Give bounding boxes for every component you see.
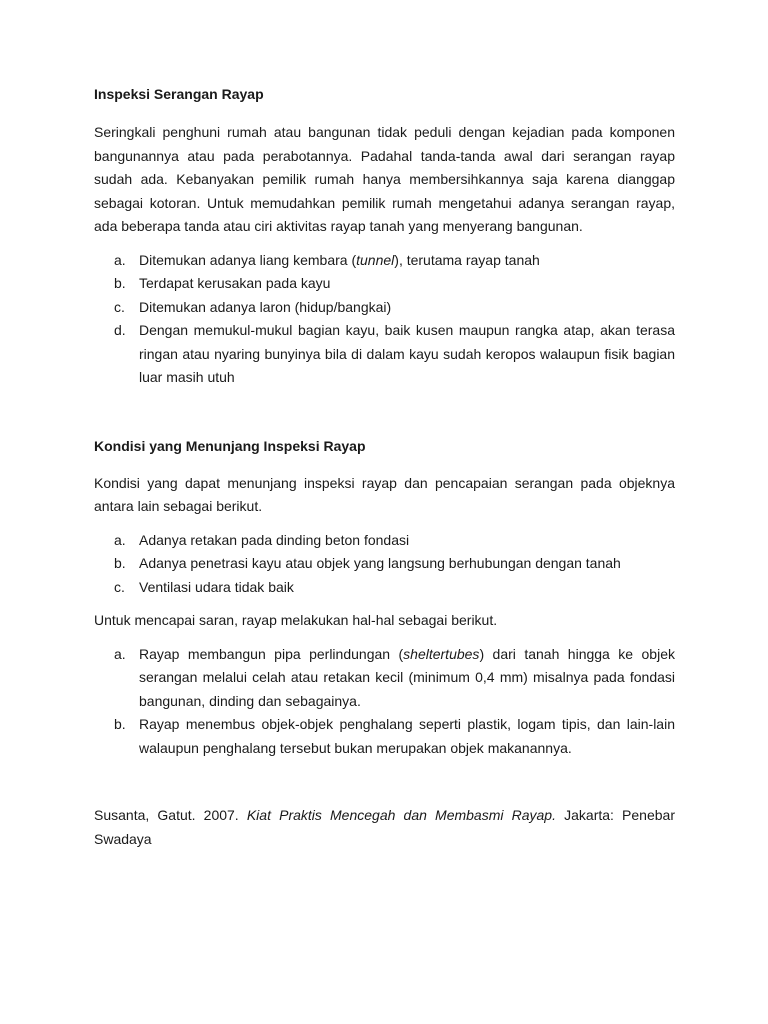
list-item: c. Ventilasi udara tidak baik — [94, 576, 675, 600]
section-intro-kondisi: Kondisi yang dapat menunjang inspeksi rayap dan pencapaian serangan pada objeknya antara lain sebagai berikut. — [94, 474, 675, 514]
list-item: c. Ditemukan adanya laron (hidup/bangkai) — [94, 296, 675, 320]
list-item: a. Rayap membangun pipa perlindungan (sheltertubes) dari tanah hingga ke objek serangan melalui celah atau retakan kecil (minimum 0,4 mm) misalnya pada fondasi bangunan, dinding dan sebagainya. — [94, 643, 675, 714]
list-marker: d. — [114, 322, 126, 338]
list-item: a. Ditemukan adanya liang kembara (tunnel), terutama rayap tanah — [94, 249, 675, 273]
list-marker: b. — [114, 275, 126, 291]
list-marker: a. — [114, 645, 126, 662]
list-item: a. Adanya retakan pada dinding beton fondasi — [94, 529, 675, 553]
section-title-kondisi: Kondisi yang Menunjang Inspeksi Rayap — [94, 437, 366, 454]
list-item: b. Terdapat kerusakan pada kayu — [94, 272, 675, 296]
list-marker: b. — [114, 555, 126, 571]
list-marker: b. — [114, 716, 126, 732]
list-marker: c. — [114, 578, 125, 595]
list-marker: c. — [114, 298, 125, 315]
list-item: b. Adanya penetrasi kayu atau objek yang langsung berhubungan dengan tanah — [94, 552, 675, 576]
reference-book-title: Kiat Praktis Mencegah dan Membasmi Rayap. — [246, 807, 556, 823]
signs-list — [94, 249, 675, 390]
reference-citation: Susanta, Gatut. 2007. Kiat Praktis Mencegah dan Membasmi Rayap. Jakarta: Penebar Swadaya — [94, 807, 675, 847]
list-item: b. Rayap menembus objek-objek penghalang seperti plastik, logam tipis, dan lain-lain walaupun penghalang tersebut bukan merupakan objek makanannya. — [94, 713, 675, 760]
conditions-list — [94, 529, 675, 600]
section-title-inspeksi: Inspeksi Serangan Rayap — [94, 86, 264, 102]
section-intro-saran: Untuk mencapai saran, rayap melakukan hal-hal sebagai berikut. — [94, 612, 498, 628]
list-marker: a. — [114, 251, 126, 268]
list-marker: a. — [114, 531, 126, 548]
document-body — [94, 84, 675, 851]
section-intro-inspeksi: Seringkali penghuni rumah atau bangunan tidak peduli dengan kejadian pada komponen bangunannya atau pada perabotannya. Padahal tanda-tanda awal dari serangan rayap sudah ada. Kebanyakan pemilik rumah hanya membersihkannya saja karena dianggap sebagai kotoran. Untuk memudahkan pemilik rumah mengetahui adanya serangan rayap, ada beberapa tanda atau ciri aktivitas rayap tanah yang menyerang bangunan. — [94, 124, 675, 234]
list-item: d. Dengan memukul-mukul bagian kayu, baik kusen maupun rangka atap, akan terasa ringan atau nyaring bunyinya bila di dalam kayu sudah keropos walaupun fisik bagian luar masih utuh — [94, 319, 675, 390]
termite-actions-list — [94, 643, 675, 761]
